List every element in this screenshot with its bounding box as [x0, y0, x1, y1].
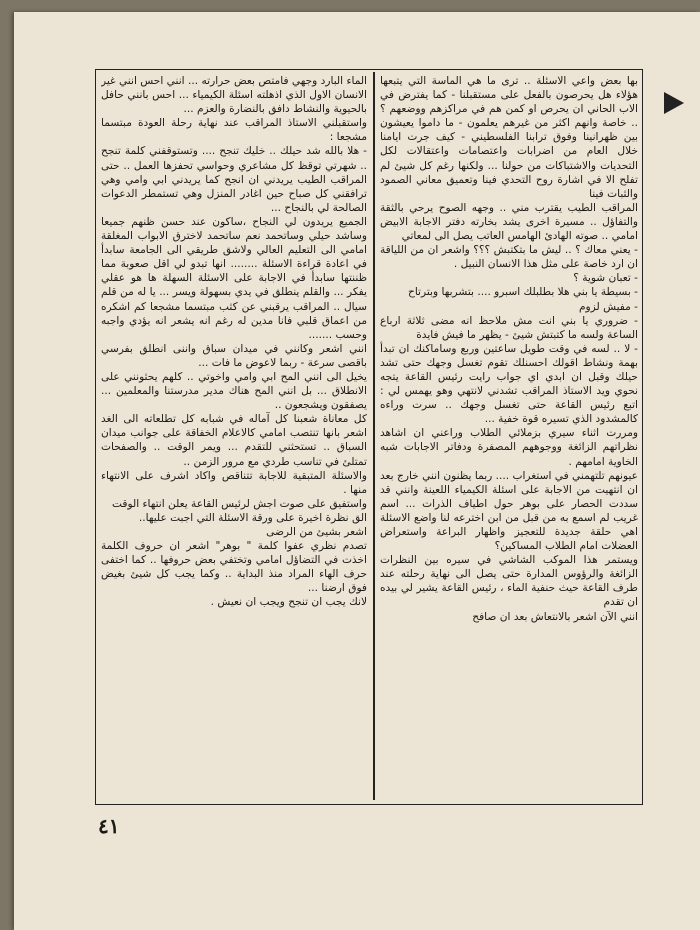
column-divider	[373, 72, 375, 800]
right-text-column	[380, 74, 638, 790]
paragraph: تصدم نظري عفوا كلمة " بوهر" اشعر ان حروف الكلمة اخذت في التضاؤل امامي وتختفي بعض حروفها .. كما اختفى حرف الهاء المراد منذ البداية .. وكما يجب كل شيئ بغيض فوق ارضنا ...	[101, 540, 367, 595]
paragraph: الماء البارد وجهي فامتص بعض حرارته ... انني احس انني غير الانسان الاول الذي اذهلته اسئلة الكيمياء ... احس بانني حافل بالحيوية والنشاط دافق بالنضارة والعزم ...	[101, 75, 367, 116]
paragraph: واستفيق على صوت اجش لرئيس القاعة يعلن انتهاء الوقت	[112, 497, 367, 510]
paragraph: واستقبلني الاستاذ المراقب عند نهاية رحلة العودة مبتسما مشجعا :	[101, 117, 367, 144]
paragraph: - يعني معاك ؟ .. ليش ما بتكتبش ؟؟؟ واشعر ان من اللياقة ان ارد خاصة على مثل هذا الانسان النبيل .	[380, 244, 638, 271]
paragraph: عيونهم تلتهمني في استغراب .... ربما يظنون انني خارج بعد ان انتهيت من الاجابة على اسئلة الكيمياء اللعينة وانني قد سددت الحصار على بوهر حول اطياف الذرات ... اسم غريب لم اسمع به من قبل من ابن اخترعه لنا واضع الاسئلة اهي حلقة جديدة للتعجيز واظهار البراعة واستعراض العضلات امام الطلاب المساكين؟	[380, 469, 638, 553]
continue-arrow-icon	[664, 92, 684, 114]
left-text-column	[101, 74, 367, 790]
paragraph: ومررت اثناء سيري بزملائي الطلاب وراعني ان اشاهد نظراتهم الزائغة ووجوههم المصفرة ودفاتر الاجابات شبه الخاوية امامهم .	[380, 427, 638, 468]
paragraph: المراقب الطيب يقترب مني .. وجهه الصوح يرحي بالثقة والتفاؤل .. مسيرة اخرى يشد بخارته دفتر الاجابة الابيض امامي .. صوته الهادئ الهامس العاتب يصل الى لمعاتي	[380, 201, 638, 243]
paragraph: الجميع يريدون لي النجاح ،ساكون عند حسن ظنهم جميعا وساشد حيلي وساتحمد نعم ساتحمد لاخترق الابواب المغلقة امامي الى التعليم العالي ولاشق طريقي الى الجامعة سابدأ في اعادة قراءة الاسئلة ........ انها تبدو لي اقل صعوبة مما ظننتها سابدأ في الاجابة على الاسئلة السهلة ها هو عقلي يفكر ... والقلم ينطلق في يدي بسهولة ويسر ... يا له من قلم سيال .. المراقب يرقبني عن كثب مبتسما مشجعا كم اشكره من اعماق قلبي فانا مدين له رغم انه يشعر انه يؤدي واجبه وحسب .......	[101, 215, 367, 341]
paragraph: - مفيش لزوم	[578, 300, 638, 313]
paragraph: - هلا بالله شد حيلك .. خليك تنجح .... وتستوقفني كلمة تنجح .. شهرتي توقظ كل مشاعري وحواسي تحفزها العمل .. حتى المراقب الطيب يريدني ان انجح كما يريدني ابي وامي وهي ترافقني كل صباح حين اغادر المنزل وهي تستمطر الدعوات الصالحة لي بالنجاح ...	[101, 145, 367, 214]
paragraph: الق نظرة اخيرة على ورقة الاسئلة التي اجبت عليها..	[138, 511, 367, 524]
paragraph: انني اشعر وكانني في ميدان سباق واننى انطلق بفرسي باقصى سرعة - ربما لاعوض ما فات ...	[101, 342, 367, 369]
paragraph: والاسئلة المتبقية للاجابة تتناقص واكاد اشرف على الانتهاء منها .	[101, 469, 367, 496]
paragraph: - تعبان شوية ؟	[573, 272, 638, 285]
paragraph: لانك يجب ان تنجح ويجب ان نعيش .	[210, 596, 367, 609]
paragraph: ويستمر هذا الموكب الشاشي في سيره بين النظرات الزائغة والرؤوس المدارة حتى يصل الى نهاية رحلته عند طرف القاعة حيث حنفية الماء ، رئيس القاعة يشير لي بيده ان تقدم	[380, 554, 638, 609]
paragraph: - لا .. لسه في وقت طويل ساعتين وربع وساماكنك ان تبدأ بهمة ونشاط اقولك احسنلك تقوم تغسل وجهك حتى تشد حيلك وقبل ان ابدي اي جواب رايت رئيس القاعة يتجه نحوي ويد الاستاذ المراقب تشدني لانتهي وهو يهمس لي : اتبع رئيس القاعة حتى تغسل وجهك .. سرت وراءه كالمشدود الذي تسيره قوة خفية ...	[380, 342, 638, 426]
paragraph: بها بعض واعي الاسئلة .. ترى ما هي الماسة التي يتبعها هؤلاء هل يحرصون بالفعل على مستقبلنا - كما يفترض في الاب الحاني ان يحرص او كمن هم في مراكزهم ووضعهم ؟ .. خاصة وانهم اكثر من غيرهم يعلمون - ما داموا يعيشون بين ظهرانينا وفوق ترابنا الفلسطيني - كيف جرت ايامنا خلال العام من اضرابات واعتصامات واعتقالات لكل التحديات والاشتباكات من حولنا ... ولكنها رغم كل شيئ لم تفلح الا في اشارة روح التحدي فينا وتعميق معاني الصمود والثبات فينا	[380, 75, 638, 200]
paragraph: كل معاناة شعبنا كل آماله في شبابه كل تطلعاته الى الغد اشعر بانها تنتصب امامي كالاعلام الخفاقة على جوانب ميدان السباق .. تستحثني للتقدم ... ويمر الوقت .. والصفحات تمتلئ في تناسب طردي مع مرور الزمن ..	[101, 413, 367, 468]
paragraph: يخيل الى انني المح ابي وامي واخوتي .. كلهم يحثونني على الانطلاق ... بل انني المح هناك مدير مدرستنا والمعلمين ... يصفقون ويشجعون ..	[101, 370, 367, 412]
page-number: ٤١	[98, 814, 120, 838]
paragraph: - ضروري يا بني انت مش ملاحظ انه مضى ثلاثة ارباع الساعة ولسه ما كتبتش شيئ - يظهر ما فيش فايدة	[380, 314, 638, 341]
paragraph: انني الآن اشعر بالانتعاش بعد ان صافح	[472, 610, 638, 623]
paragraph: - بسيطة يا بني هلا بطلبلك اسبرو .... بتشربها وبترتاح	[407, 286, 638, 299]
paragraph: اشعر بشيئ من الرضى	[266, 526, 367, 538]
